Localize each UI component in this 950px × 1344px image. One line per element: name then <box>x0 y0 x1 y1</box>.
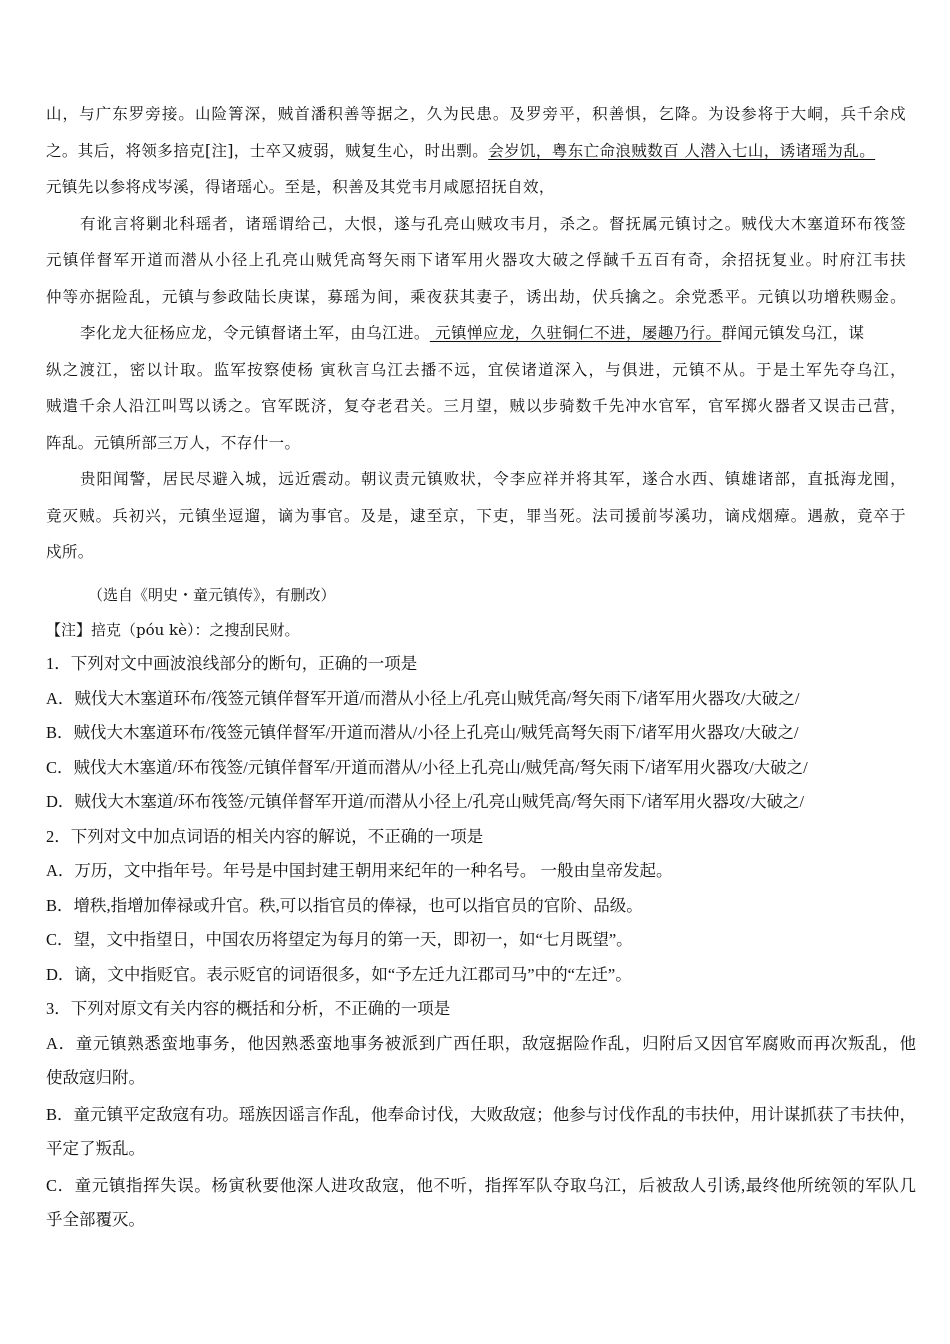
passage-line <box>46 133 906 170</box>
passage-line: 元镇先以参将戍岑溪，得诸瑶心。至是，积善及其党韦月咸愿招抚自效， <box>46 178 555 196</box>
passage-line: 山，与广东罗旁接。山险箐深，贼首潘积善等据之，久为民患。及罗旁平，积善惧，乞降。为设参将于大峒，兵千余戍 <box>46 105 906 123</box>
question-stem: 3．下列对原文有关内容的概括和分析，不正确的一项是 <box>46 999 451 1018</box>
underlined-sentence: 会岁饥，粤东亡命浪贼数百 人潜入七山，诱诸瑶为乱。 <box>488 141 876 160</box>
passage-line: 竟灭贼。兵初兴，元镇坐逗遛，谪为事官。及是，逮至京，下吏，罪当死。法司援前岑溪功，谪戍烟瘴。遇赦，竟卒于 <box>46 506 906 525</box>
passage-line: 有讹言将剿北科瑶者，诸瑶谓给己，大恨，遂与孔亮山贼攻韦月，杀之。督抚属元镇讨之。贼伐大木塞道环布筏签 <box>80 214 906 233</box>
passage-line: 阵乱。元镇所部三万人，不存什一。 <box>46 433 301 452</box>
question-stem: 2．下列对文中加点词语的相关内容的解说，不正确的一项是 <box>46 826 484 846</box>
passage-text: 群闻元镇发乌江，谋 <box>721 324 865 342</box>
answer-option: B．贼伐大木塞道环布/筏签元镇佯督军/开道而潜从/小径上孔亮山/贼凭高弩矢雨下/诸军用火器攻/大破之/ <box>46 723 799 742</box>
answer-option-continued: 平定了叛乱。 <box>46 1139 145 1158</box>
question-stem: 1．下列对文中画波浪线部分的断句，正确的一项是 <box>46 654 418 673</box>
answer-option: D．贼伐大木塞道/环布筏签/元镇佯督军开道/而潜从小径上/孔亮山贼凭高/弩矢雨下/诸军用火器攻/大破之/ <box>46 792 805 811</box>
passage-line: 元镇佯督军开道而潜从小径上孔亮山贼凭高弩矢雨下诸军用火器攻大破之俘馘千五百有奇，余招抚复业。时府江韦扶 <box>46 251 906 269</box>
classical-chinese-passage <box>46 96 906 571</box>
passage-line: 贼遣千余人沿江叫骂以诱之。官军既济，复夺老君关。三月望，贼以步骑数千先冲水官军，官军掷火器者又误击己营， <box>46 397 906 415</box>
passage-line: 仲等亦据险乱，元镇与参政陆长庚谋，募瑶为间，乘夜获其妻子，诱出劫，伏兵擒之。余党悉平。元镇以功增秩赐金。 <box>46 287 906 306</box>
source-citation: （选自《明史・童元镇传》，有删改） <box>88 586 336 604</box>
answer-option: A．贼伐大木塞道环布/筏签元镇佯督军开道/而潜从小径上/孔亮山贼凭高/弩矢雨下/诸军用火器攻/大破之/ <box>46 688 800 708</box>
answer-option-continued: 使敌寇归附。 <box>46 1068 145 1087</box>
passage-line <box>46 315 906 352</box>
answer-option: D．谪，文中指贬官。表示贬官的词语很多，如“予左迁九江郡司马”中的“左迁”。 <box>46 964 632 984</box>
answer-option: C．童元镇指挥失误。杨寅秋要他深人进攻敌寇，他不听，指挥军队夺取乌江，后被敌人引诱,最终他所统领的军队几 <box>46 1175 916 1195</box>
passage-line: 戍所。 <box>46 543 94 561</box>
answer-option: B．增秩,指增加俸禄或升官。秩,可以指官员的俸禄，也可以指官员的官阶、品级。 <box>46 895 643 915</box>
annotation-note: 【注】掊克（póu kè）：之搜刮民财。 <box>46 620 300 639</box>
answer-option: C．贼伐大木塞道/环布筏签/元镇佯督军/开道而潜从/小径上孔亮山/贼凭高/弩矢雨下/诸军用火器攻/大破之/ <box>46 757 808 777</box>
answer-option: A．万历，文中指年号。年号是中国封建王朝用来纪年的一种名号。 一般由皇帝发起。 <box>46 861 673 880</box>
answer-option: A．童元镇熟悉蛮地事务，他因熟悉蛮地事务被派到广西任职，敌寇据险作乱，归附后又因官军腐败而再次叛乱，他 <box>46 1033 916 1053</box>
answer-option: B．童元镇平定敌寇有功。瑶族因谣言作乱，他奉命讨伐，大败敌寇；他参与讨伐作乱的韦扶仲，用计谋抓获了韦扶仲， <box>46 1104 916 1124</box>
question-section <box>46 578 916 1238</box>
answer-option-continued: 乎全部覆灭。 <box>46 1210 145 1229</box>
passage-text: 之。其后，将领多掊克[注]，士卒又疲弱，贼复生心，时出剽。 <box>46 141 489 160</box>
answer-option: C．望，文中指望日，中国农历将望定为每月的第一天，即初一，如“七月既望”。 <box>46 930 633 949</box>
passage-text: 李化龙大征杨应龙，令元镇督诸土军，由乌江进。 <box>80 324 430 342</box>
passage-line: 贵阳闻警，居民尽避入城，远近震动。朝议责元镇败状，令李应祥并将其军，遂合水西、镇雄诸部，直抵海龙囤， <box>80 470 906 488</box>
underlined-sentence: 元镇惮应龙，久驻铜仁不进，屡趣乃行。 <box>429 324 722 342</box>
passage-line: 纵之渡江，密以计取。监军按察使杨 寅秋言乌江去播不远，宜侯诸道深入，与俱进，元镇不从。于是土军先夺乌江， <box>46 360 906 379</box>
